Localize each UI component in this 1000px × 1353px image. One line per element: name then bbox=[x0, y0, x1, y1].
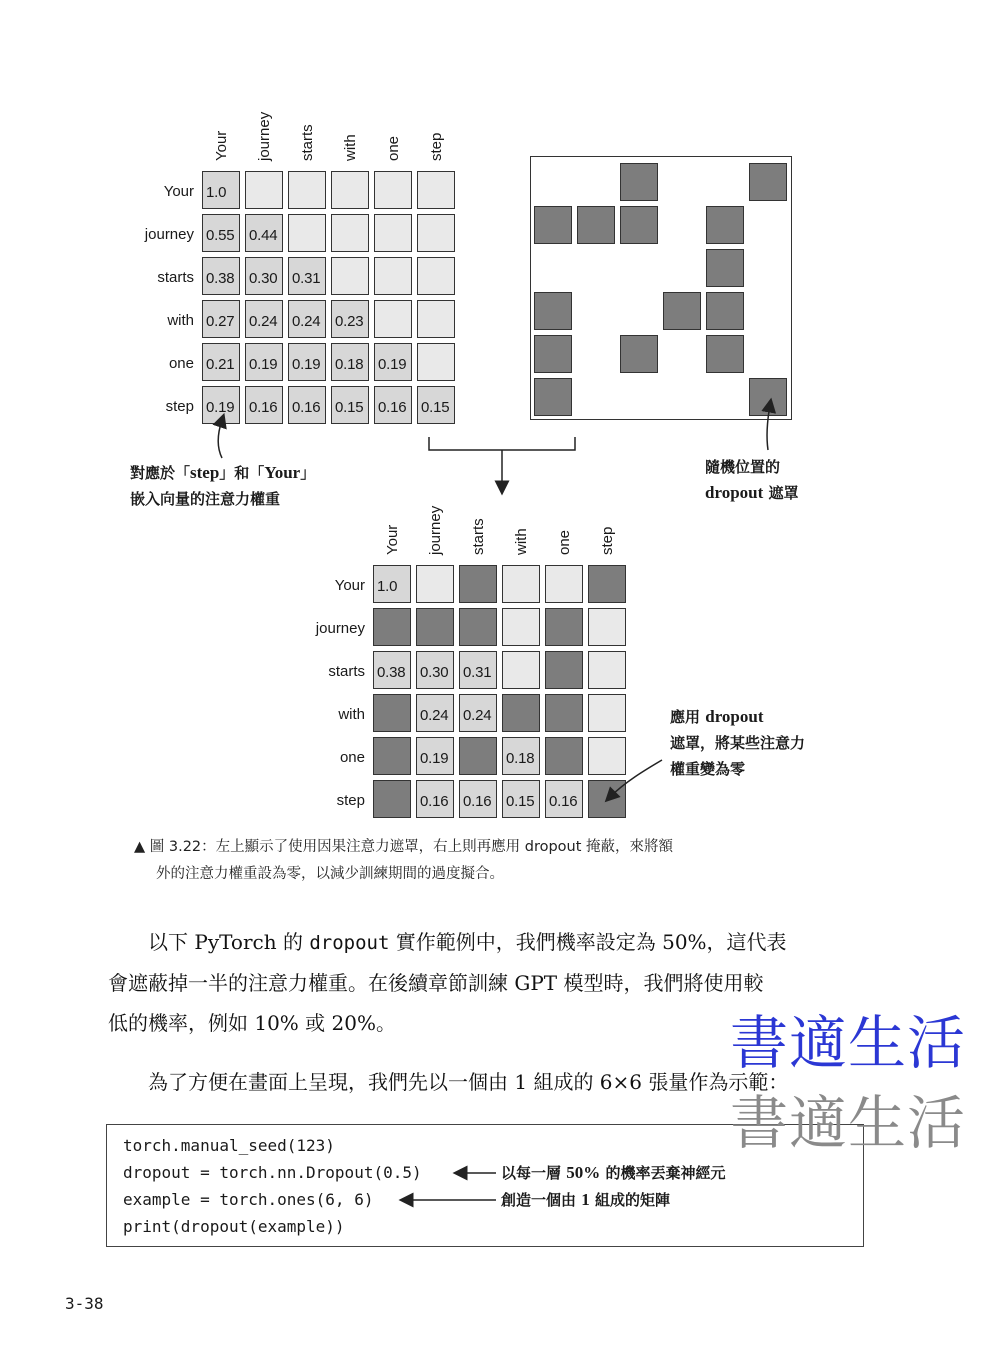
attention-cell: 0.15 bbox=[331, 386, 369, 424]
masked-column-label: starts bbox=[470, 518, 487, 555]
causal-row-label: journey bbox=[144, 226, 194, 243]
masked-attention-cell: 0.24 bbox=[416, 694, 454, 732]
attention-cell: 0.55 bbox=[202, 214, 240, 252]
masked-column-label: journey bbox=[427, 505, 444, 555]
paragraph-2: 為了方便在畫面上呈現，我們先以一個由 1 組成的 6×6 張量作為示範： bbox=[108, 1070, 789, 1094]
masked-column-label: with bbox=[513, 528, 530, 555]
code-note-2: 創造一個由 1 組成的矩陣 bbox=[501, 1190, 670, 1209]
masked-column-label: step bbox=[599, 526, 616, 555]
attention-cell: 0.27 bbox=[202, 300, 240, 338]
attention-cell: 0.24 bbox=[288, 300, 326, 338]
attention-cell: 0.16 bbox=[245, 386, 283, 424]
masked-attention-cell: 0.16 bbox=[545, 780, 583, 818]
paragraph-1: 以下 PyTorch 的 dropout 實作範例中，我們機率設定為 50%，這代表 會遮蔽掉一半的注意力權重。在後續章節訓練 GPT 模型時，我們將使用較 低的機率，例如 10% 或 20%。 bbox=[108, 930, 787, 1035]
causal-row-label: starts bbox=[157, 269, 194, 286]
attention-cell: 0.31 bbox=[288, 257, 326, 295]
masked-attention-cell: 0.15 bbox=[502, 780, 540, 818]
watermark-blue: 書適生活 bbox=[730, 1009, 967, 1077]
attention-cell: 0.16 bbox=[374, 386, 412, 424]
attention-cell: 0.15 bbox=[417, 386, 455, 424]
annotation-bottom: 應用 dropout 遮罩，將某些注意力 權重變為零 bbox=[670, 707, 806, 778]
causal-column-label: one bbox=[385, 135, 402, 161]
attention-cell: 0.23 bbox=[331, 300, 369, 338]
causal-column-label: starts bbox=[299, 124, 316, 161]
masked-attention-cell: 0.16 bbox=[459, 780, 497, 818]
masked-row-label: journey bbox=[315, 620, 365, 637]
masked-attention-cell: 0.38 bbox=[373, 651, 411, 689]
masked-row-label: one bbox=[339, 749, 365, 766]
masked-attention-cell: 0.16 bbox=[416, 780, 454, 818]
watermark-gray: 書適生活 bbox=[730, 1089, 967, 1157]
masked-row-label: step bbox=[336, 792, 365, 809]
attention-cell: 0.19 bbox=[374, 343, 412, 381]
causal-row-label: Your bbox=[163, 183, 194, 200]
masked-attention-cell: 0.31 bbox=[459, 651, 497, 689]
masked-row-label: Your bbox=[334, 577, 365, 594]
attention-cell: 0.30 bbox=[245, 257, 283, 295]
attention-cell: 0.19 bbox=[202, 386, 240, 424]
caption-line-2: 外的注意力權重設為零，以減少訓練期間的過度擬合。 bbox=[156, 866, 504, 882]
attention-cell: 0.16 bbox=[288, 386, 326, 424]
masked-attention-cell: 1.0 bbox=[373, 565, 411, 603]
masked-row-label: starts bbox=[328, 663, 365, 680]
attention-cell: 0.21 bbox=[202, 343, 240, 381]
code-line-3: example = torch.ones(6, 6) bbox=[123, 1190, 374, 1209]
causal-row-label: one bbox=[168, 355, 194, 372]
causal-column-label: step bbox=[428, 132, 445, 161]
causal-column-label: with bbox=[342, 134, 359, 161]
attention-cell: 0.18 bbox=[331, 343, 369, 381]
causal-row-label: step bbox=[165, 398, 194, 415]
causal-column-label: Your bbox=[213, 130, 230, 161]
causal-column-label: journey bbox=[256, 111, 273, 161]
attention-cell: 0.38 bbox=[202, 257, 240, 295]
page-number: 3-38 bbox=[65, 1294, 104, 1313]
code-line-4: print(dropout(example)) bbox=[123, 1217, 345, 1236]
masked-attention-cell: 0.24 bbox=[459, 694, 497, 732]
attention-cell: 0.44 bbox=[245, 214, 283, 252]
code-note-1: 以每一層 50% 的機率丟棄神經元 bbox=[501, 1163, 726, 1182]
masked-row-label: with bbox=[338, 706, 365, 723]
code-note-arrows bbox=[0, 1160, 1000, 1210]
code-line-1: torch.manual_seed(123) bbox=[123, 1136, 335, 1155]
masked-column-label: one bbox=[556, 529, 573, 555]
code-line-2: dropout = torch.nn.Dropout(0.5) bbox=[123, 1163, 422, 1182]
masked-attention-cell: 0.19 bbox=[416, 737, 454, 775]
masked-attention-cell: 0.18 bbox=[502, 737, 540, 775]
attention-cell: 0.19 bbox=[288, 343, 326, 381]
attention-cell: 1.0 bbox=[202, 171, 240, 209]
figure-caption bbox=[134, 834, 854, 888]
annotation-left: 對應於「step」和「Your」 嵌入向量的注意力權重 bbox=[130, 463, 316, 508]
caption-line-1: ▲ 圖 3.22：左上顯示了使用因果注意力遮罩，右上則再應用 dropout 掩蔽，來將額 bbox=[134, 839, 674, 855]
masked-attention-cell: 0.30 bbox=[416, 651, 454, 689]
attention-cell: 0.19 bbox=[245, 343, 283, 381]
masked-column-label: Your bbox=[384, 524, 401, 555]
annotation-right: 隨機位置的 dropout 遮罩 bbox=[705, 458, 799, 502]
causal-row-label: with bbox=[167, 312, 194, 329]
attention-cell: 0.24 bbox=[245, 300, 283, 338]
